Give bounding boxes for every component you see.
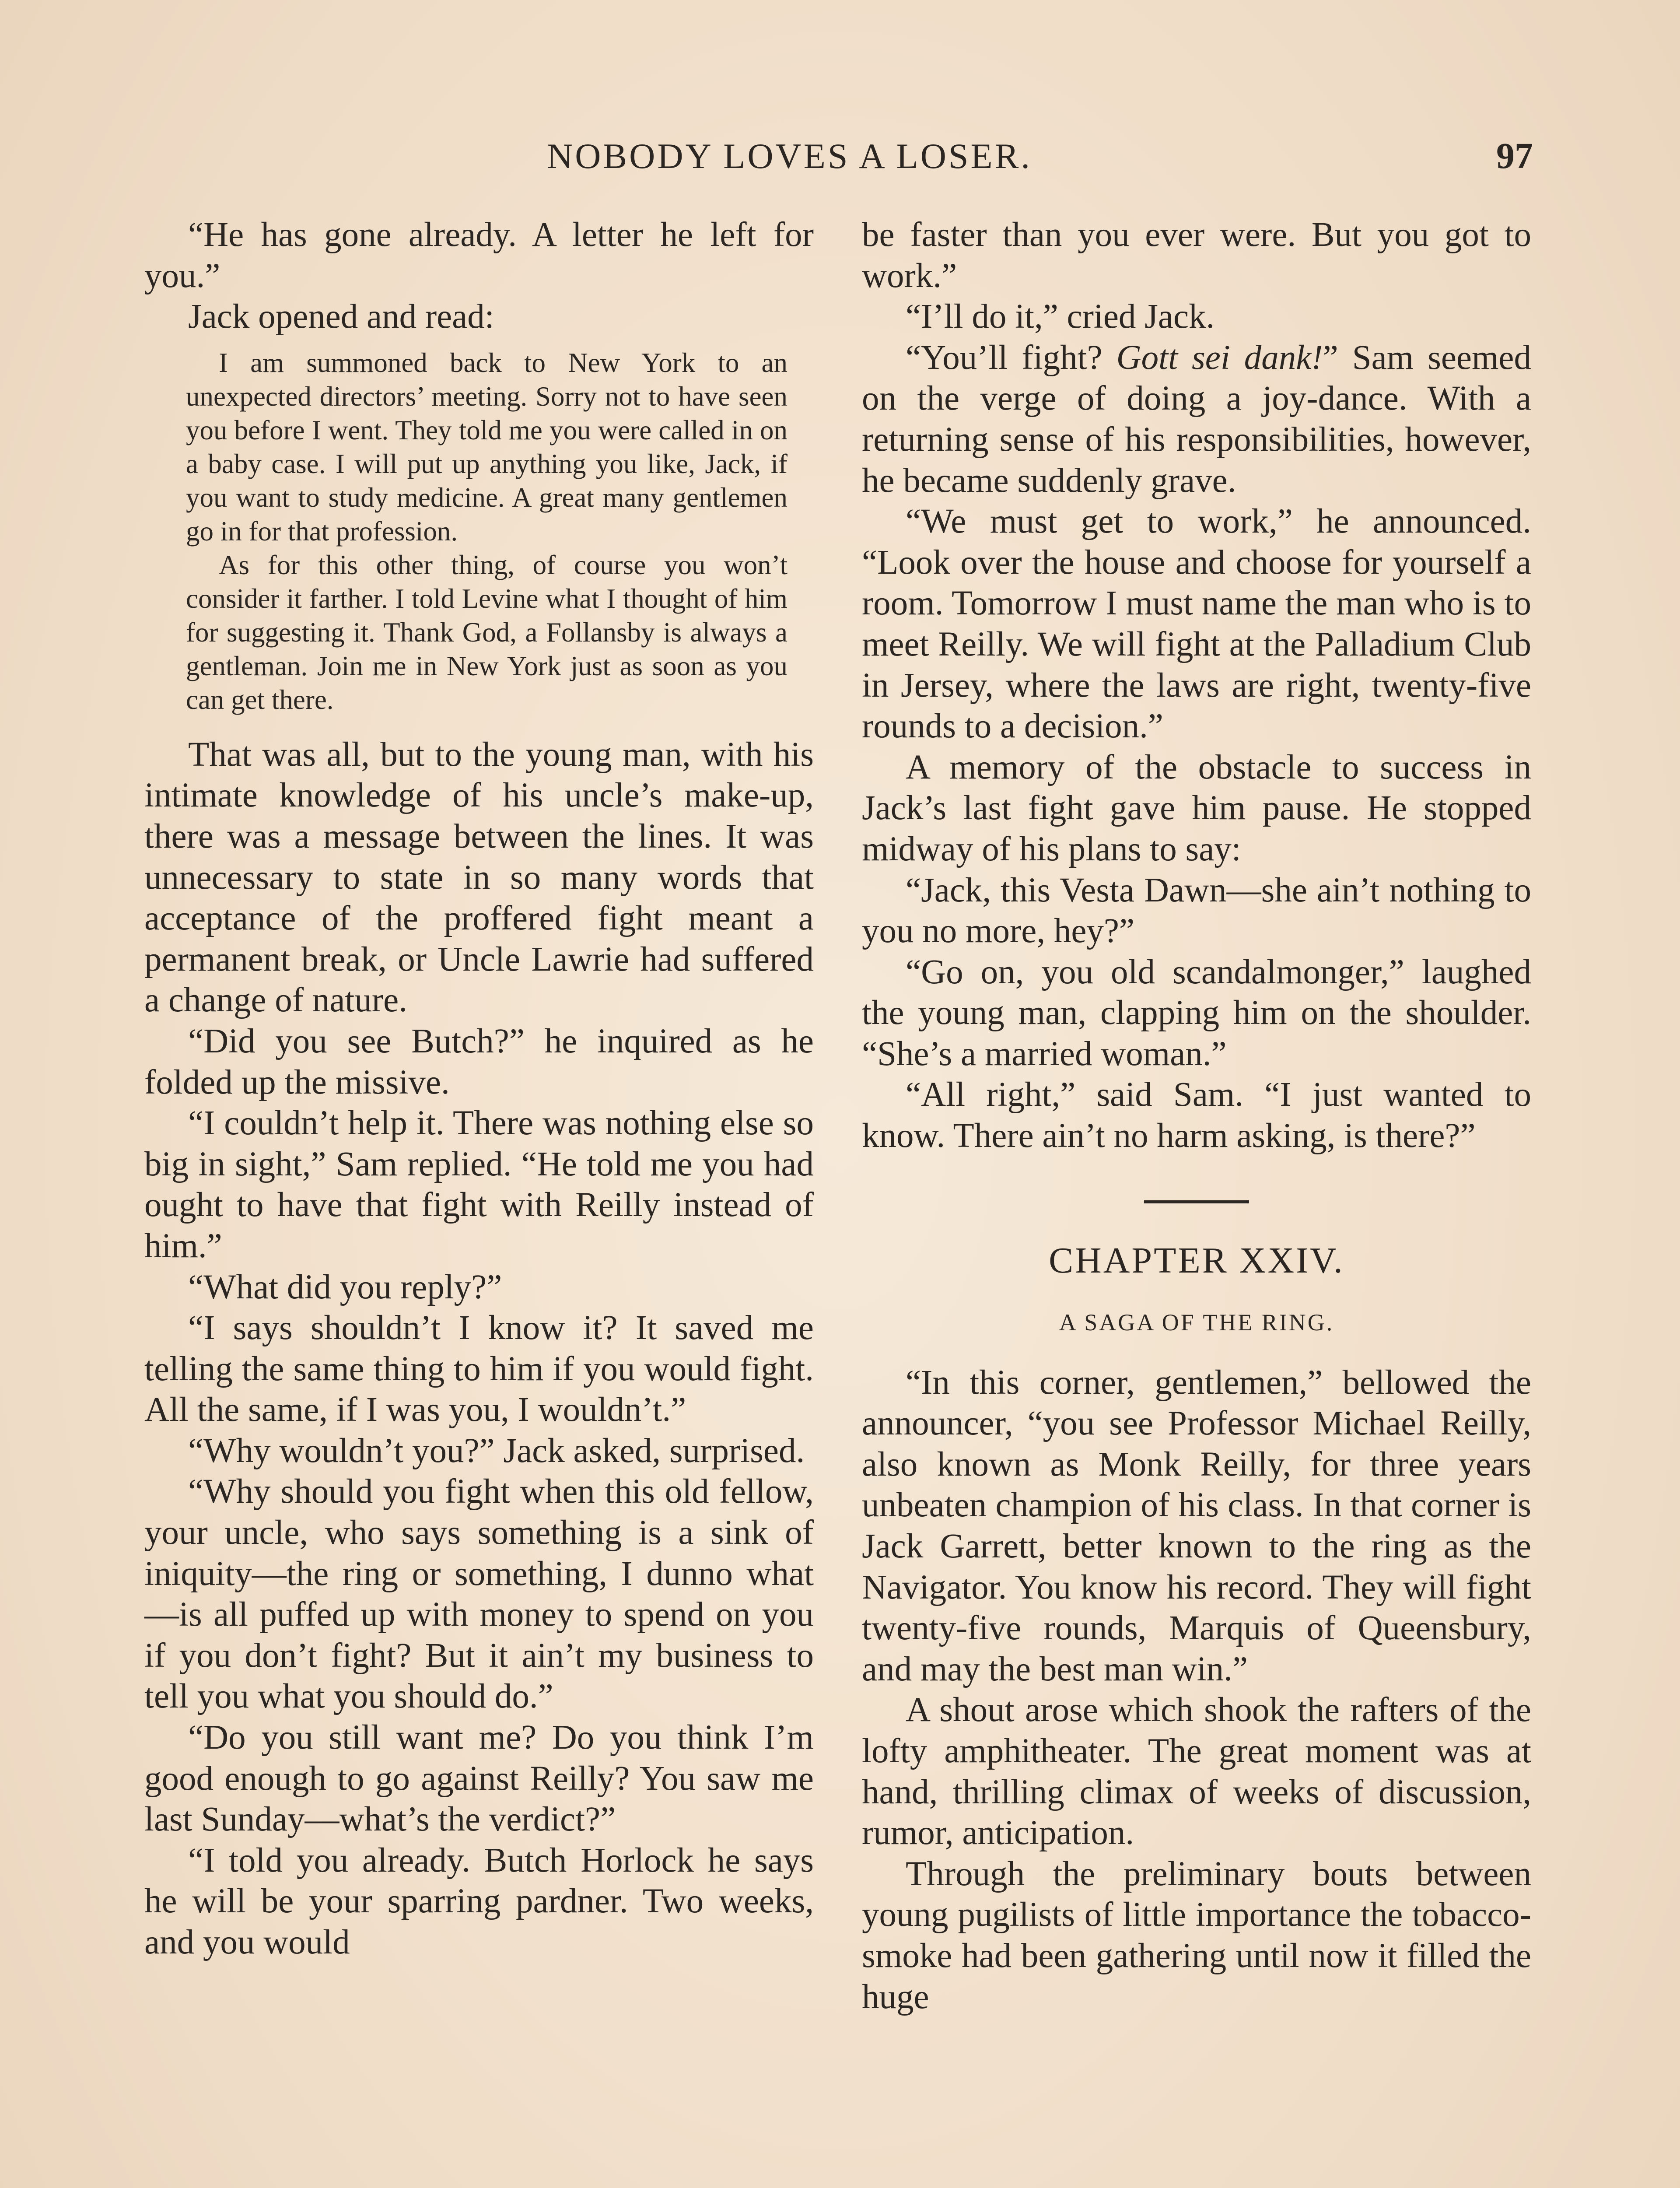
- paragraph: A shout arose which shook the rafters of the lofty amphitheater. The great moment was at hand, thrilling climax of weeks of discussion, rumor, anticipation.: [862, 1691, 1531, 1852]
- page-number: 97: [1496, 136, 1533, 176]
- letter-paragraph: I am summoned back to New York to an unexpected directors’ meeting. Sorry not to have seen you before I went. They told me you were called in on a baby case. I will put up anything you like, Jack, if you want to study medicine. A great many gentlemen go in for that profession.: [186, 347, 788, 547]
- paragraph: “We must get to work,” he announced. “Look over the house and choose for yourself a room. Tomorrow I must name the man who is to meet Reilly. We will fight at the Palladium Club in Jersey, where the laws are right, twenty-five rounds to a decision.”: [862, 502, 1531, 746]
- paragraph: “Why wouldn’t you?” Jack asked, surprised.: [188, 1431, 805, 1470]
- chapter-title: CHAPTER XXIV.: [1049, 1240, 1344, 1281]
- paragraph: “Do you still want me? Do you think I’m good enough to go against Reilly? You saw me last Sunday—what’s the verdict?”: [144, 1718, 814, 1839]
- letter-paragraph: As for this other thing, of course you won’t consider it farther. I told Levine what I thought of him for suggesting it. Thank God, a Follansby is always a gentleman. Join me in New York just as soon as you can get there.: [186, 549, 788, 715]
- paragraph: “He has gone already. A letter he left for you.”: [144, 216, 814, 295]
- letter-block: [186, 346, 788, 717]
- running-head: NOBODY LOVES A LOSER.: [547, 136, 1032, 176]
- left-column: [144, 214, 814, 1963]
- chapter-subtitle: A SAGA OF THE RING.: [1059, 1309, 1334, 1336]
- paragraph: [862, 337, 1531, 501]
- page-header: [0, 131, 1680, 188]
- paragraph-continued: be faster than you ever were. But you got to work.”: [862, 216, 1531, 295]
- paragraph: “I’ll do it,” cried Jack.: [906, 298, 1215, 336]
- paragraph-text: “You’ll fight?: [906, 338, 1116, 377]
- paragraph: “I says shouldn’t I know it? It saved me telling the same thing to him if you would fight. All the same, if I was you, I wouldn’t.”: [144, 1309, 814, 1429]
- paragraph: Through the preliminary bouts between young pugilists of little importance the tobacco-smoke had been gathering until now it filled the huge: [862, 1855, 1531, 2016]
- paragraph: “I told you already. Butch Horlock he says he will be your sparring pardner. Two weeks, and you would: [144, 1841, 814, 1961]
- paragraph: “All right,” said Sam. “I just wanted to know. There ain’t no harm asking, is there?”: [862, 1076, 1531, 1155]
- italic-phrase: Gott sei dank!: [1116, 338, 1323, 377]
- paragraph: “Why should you fight when this old fellow, your uncle, who says something is a sink of iniquity—the ring or something, I dunno what—is all puffed up with money to spend on you if you don’t fight? But it ain’t my business to tell you what you should do.”: [144, 1473, 814, 1716]
- paragraph: “In this corner, gentlemen,” bellowed the announcer, “you see Professor Michael Reilly, also known as Monk Reilly, for three years unbeaten champion of his class. In that corner is Jack Garrett, better known to the ring as the Navigator. You know his record. They will fight twenty-five rounds, Marquis of Queensbury, and may the best man win.”: [862, 1363, 1531, 1688]
- right-column: [862, 214, 1531, 2017]
- chapter-divider: [1144, 1200, 1249, 1203]
- paragraph: “Did you see Butch?” he inquired as he folded up the missive.: [144, 1022, 814, 1101]
- paragraph: A memory of the obstacle to success in Jack’s last fight gave him pause. He stopped midway of his plans to say:: [862, 748, 1531, 868]
- paragraph: “Go on, you old scandalmonger,” laughed the young man, clapping him on the shoulder. “She’s a married woman.”: [862, 953, 1531, 1073]
- paragraph: That was all, but to the young man, with his intimate knowledge of his uncle’s make-up, there was a message between the lines. It was unnecessary to state in so many words that acceptance of the proffered fight meant a permanent break, or Uncle Lawrie had suffered a change of nature.: [144, 735, 814, 1020]
- paragraph: Jack opened and read:: [188, 298, 494, 336]
- paragraph: “What did you reply?”: [188, 1268, 502, 1306]
- paragraph: “I couldn’t help it. There was nothing else so big in sight,” Sam replied. “He told me you had ought to have that fight with Reilly instead of him.”: [144, 1104, 814, 1265]
- paragraph-text: ” Sam seemed on the verge of doing a joy-dance. With a returning sense of his responsibilities, however, he became suddenly grave.: [862, 338, 1531, 500]
- paragraph: “Jack, this Vesta Dawn—she ain’t nothing to you no more, hey?”: [862, 871, 1531, 950]
